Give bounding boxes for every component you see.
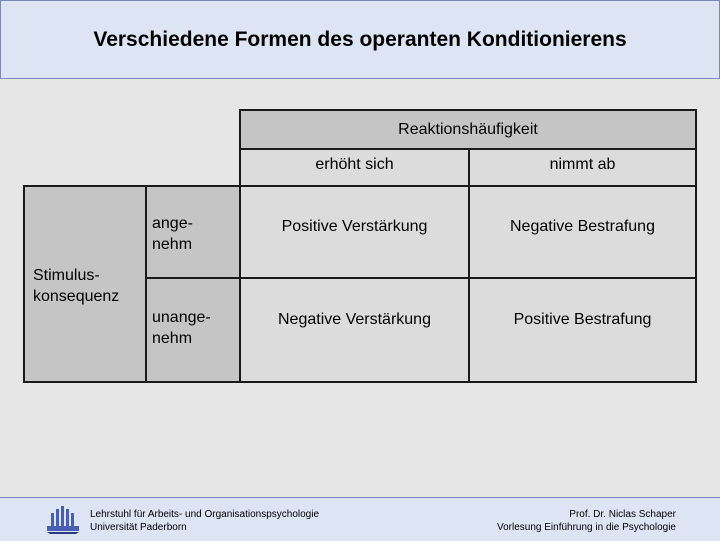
footer-affiliation (90, 509, 319, 534)
cell-positive-verstaerkung-label: Positive Verstärkung (281, 218, 428, 235)
cell-positive-verstaerkung (239, 185, 470, 279)
row-label-unangenehm (145, 277, 241, 383)
cell-negative-verstaerkung-label: Negative Verstärkung (278, 311, 431, 328)
cell-negative-bestrafung (468, 185, 697, 279)
row-label-unangenehm-line2: nehm (152, 330, 193, 347)
row-label-angenehm (145, 185, 241, 279)
cell-negative-bestrafung-label: Negative Bestrafung (510, 218, 655, 235)
row-label-unangenehm-line1: unange- (152, 309, 211, 326)
slide-title: Verschiedene Formen des operanten Konditionierens (93, 28, 627, 51)
row-label-angenehm-line1: ange- (152, 215, 193, 232)
row-group-label-line2: konsequenz (33, 288, 120, 305)
header-reaktionshaeufigkeit (239, 109, 697, 150)
col-header-nimmt-ab-label: nimmt ab (549, 155, 616, 173)
col-header-nimmt-ab (468, 148, 697, 187)
footer-author-line1: Prof. Dr. Niclas Schaper (569, 509, 676, 520)
cell-negative-verstaerkung (239, 277, 470, 383)
col-header-erhoeht-label: erhöht sich (315, 155, 394, 173)
row-group-label-line1: Stimulus- (33, 267, 100, 284)
col-header-erhoeht (239, 148, 470, 187)
row-label-angenehm-line2: nehm (152, 236, 193, 253)
footer (0, 497, 720, 541)
row-group-stimuluskonsequenz (23, 185, 147, 383)
university-logo-icon (46, 503, 80, 535)
cell-positive-bestrafung-label: Positive Bestrafung (513, 311, 652, 328)
footer-affiliation-line1: Lehrstuhl für Arbeits- und Organisationspsychologie (90, 509, 320, 520)
footer-author (497, 509, 676, 534)
footer-affiliation-line2: Universität Paderborn (90, 521, 187, 533)
header-reaktionshaeufigkeit-label: Reaktionshäufigkeit (398, 120, 538, 138)
cell-positive-bestrafung (468, 277, 697, 383)
footer-author-line2: Vorlesung Einführung in die Psychologie (496, 521, 676, 533)
